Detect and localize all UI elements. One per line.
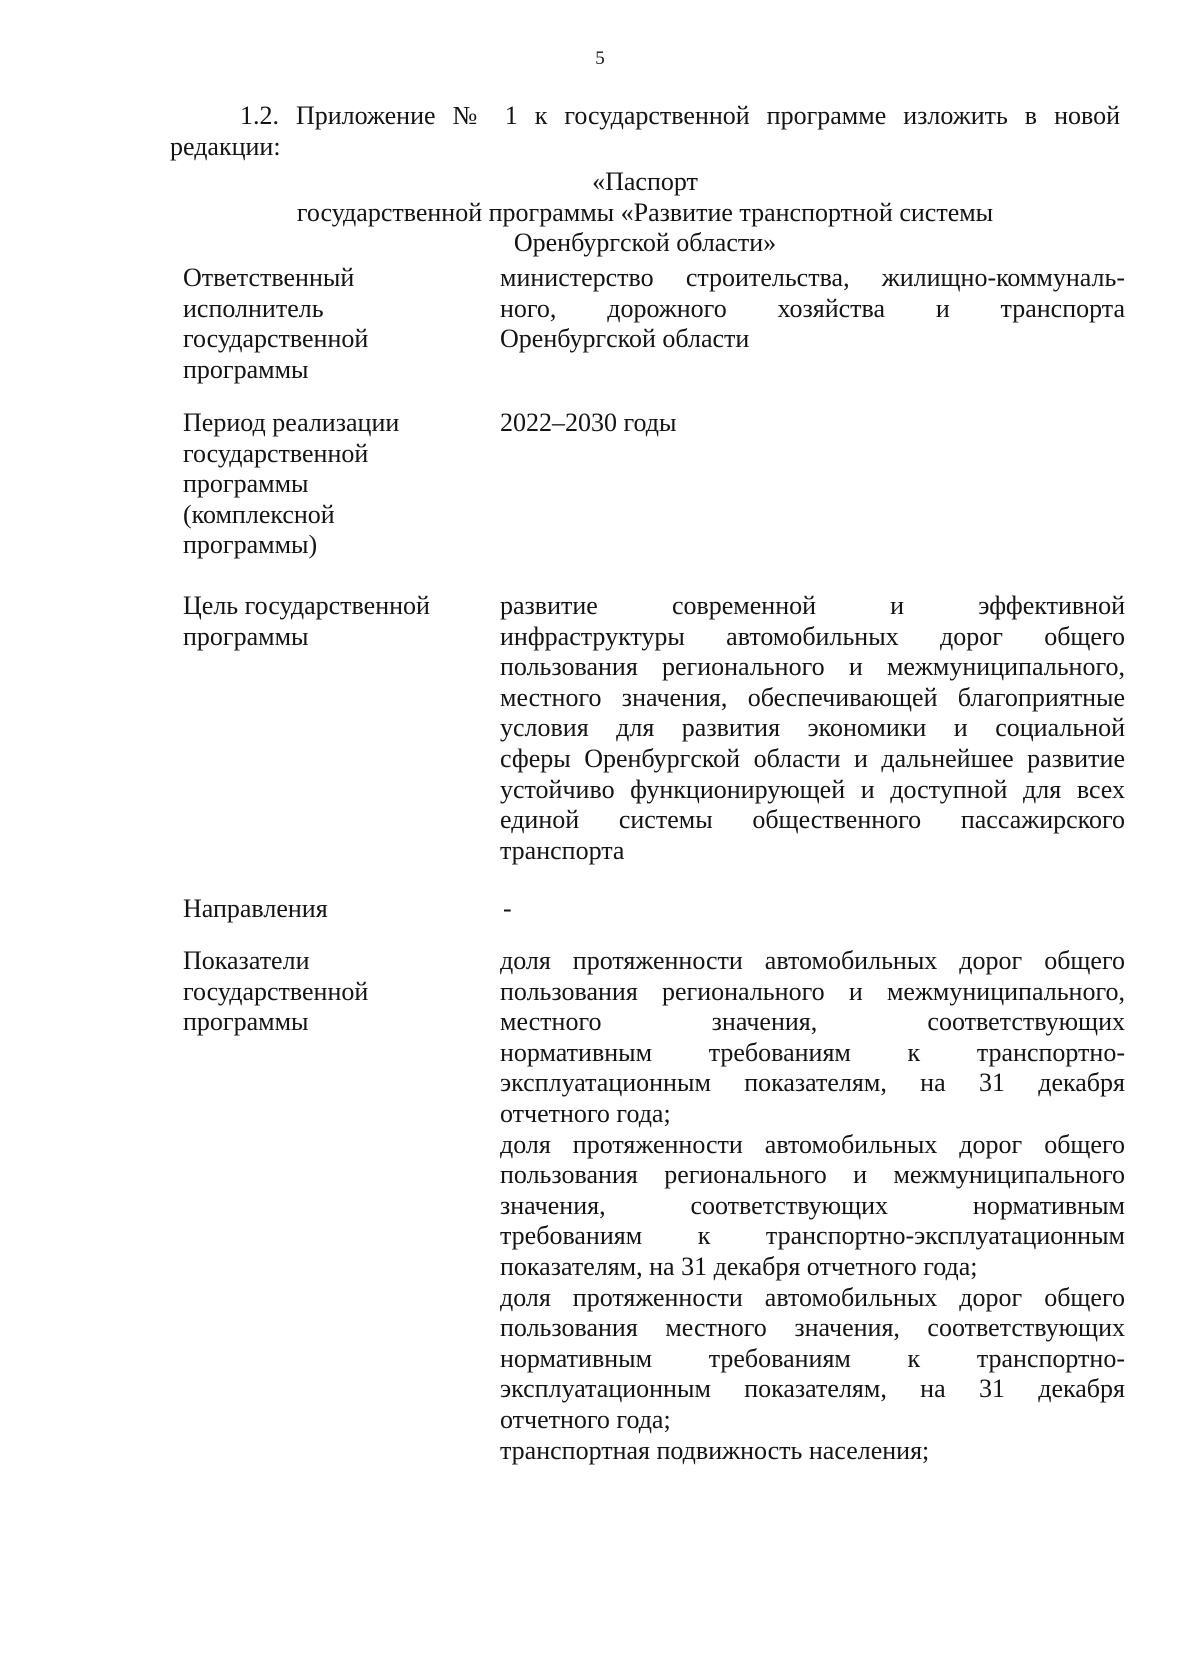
value-line: доля протяженности автомобильных дорог общего [500, 1282, 1125, 1312]
row-label-implementation-period [183, 408, 500, 561]
row-label-directions [183, 894, 500, 925]
label-line: программы [183, 1007, 309, 1037]
value-line: отчетного года; [500, 1098, 671, 1128]
value-line: отчетного года; [500, 1404, 671, 1434]
row-value-directions [500, 894, 1125, 925]
value-line: пользования регионального и межмуниципального, [500, 976, 1125, 1006]
label-line: исполнитель [183, 293, 324, 323]
passport-row-responsible-executor [183, 263, 1125, 408]
label-line: Направления [183, 894, 328, 923]
row-value-implementation-period [500, 408, 1125, 439]
value-line: пользования регионального и межмуниципального, [500, 652, 1125, 682]
label-line: государственной [183, 976, 369, 1006]
value-line: местного значения, соответствующих [500, 1007, 1125, 1037]
passport-table [183, 263, 1125, 1466]
passport-row-directions [183, 894, 1125, 946]
label-line: (комплексной [183, 499, 335, 529]
row-value-indicators [500, 946, 1125, 1466]
value-line: доля протяженности автомобильных дорог общего [500, 1129, 1125, 1159]
label-line: Период реализации [183, 408, 400, 437]
passport-row-program-goal [183, 591, 1125, 894]
row-value-responsible-executor [500, 263, 1125, 355]
indicator-item [500, 1130, 1125, 1283]
indicator-item [500, 1283, 1125, 1436]
value-line: устойчиво функционирующей и доступной для всех [500, 774, 1125, 804]
value-line: эксплуатационным показателям, на 31 декабря [500, 1374, 1125, 1404]
value-line: развитие современной и эффективной [500, 591, 1125, 620]
indicator-item [500, 1436, 1125, 1467]
value-line: нормативным требованиям к транспортно- [500, 1343, 1125, 1373]
label-line: программы [183, 469, 309, 499]
label-line: Цель государственной [183, 591, 430, 620]
value-line: нормативным требованиям к транспортно- [500, 1037, 1125, 1067]
value-line: показателям, на 31 декабря отчетного года; [500, 1251, 978, 1281]
value-line: министерство строительства, жилищно-коммуналь- [500, 263, 1125, 292]
page-number: 5 [595, 48, 605, 69]
row-label-program-goal [183, 591, 500, 652]
passport-row-indicators [183, 946, 1125, 1466]
value-line: единой системы общественного пассажирского [500, 805, 1125, 835]
value-line: условия для развития экономики и социальной [500, 713, 1125, 743]
value-line: транспортная подвижность населения; [500, 1435, 930, 1465]
passport-row-implementation-period [183, 408, 1125, 591]
row-label-responsible-executor [183, 263, 500, 385]
value-dash: - [503, 894, 512, 923]
value-line: значения, соответствующих нормативным [500, 1190, 1125, 1220]
label-line: программы [183, 354, 309, 384]
intro-paragraph: 1.2. Приложение № 1 к государственной программе изложить в новой редакции: [170, 101, 1120, 161]
label-line: Показатели [183, 946, 310, 975]
value-line: требованиям к транспортно-эксплуатационным [500, 1221, 1125, 1251]
row-value-program-goal [500, 591, 1125, 866]
value-line: местного значения, обеспечивающей благоприятные [500, 682, 1125, 712]
title-line-3: Оренбургской области» [513, 228, 777, 258]
value-line: эксплуатационным показателям, на 31 декабря [500, 1068, 1125, 1098]
value-line: инфраструктуры автомобильных дорог общего [500, 621, 1125, 651]
value-line: доля протяженности автомобильных дорог общего [500, 946, 1125, 975]
label-line: программы) [183, 530, 318, 560]
row-label-indicators [183, 946, 500, 1038]
label-line: программы [183, 621, 309, 651]
value-line: пользования местного значения, соответствующих [500, 1313, 1125, 1343]
label-line: Ответственный [183, 263, 355, 292]
value-line: транспорта [500, 835, 625, 865]
value-line: сферы Оренбургской области и дальнейшее развитие [500, 743, 1125, 773]
indicator-item [500, 946, 1125, 1130]
value-line: пользования регионального и межмуниципального [500, 1160, 1125, 1190]
title-line-2: государственной программы «Развитие транспортной системы [296, 197, 994, 227]
value-line: Оренбургской области [500, 324, 750, 354]
value-line: 2022–2030 годы [500, 408, 677, 437]
label-line: государственной [183, 324, 369, 354]
passport-title [170, 167, 1120, 259]
label-line: государственной [183, 438, 369, 468]
value-line: ного, дорожного хозяйства и транспорта [500, 293, 1125, 323]
title-line-1: «Паспорт [592, 167, 698, 196]
